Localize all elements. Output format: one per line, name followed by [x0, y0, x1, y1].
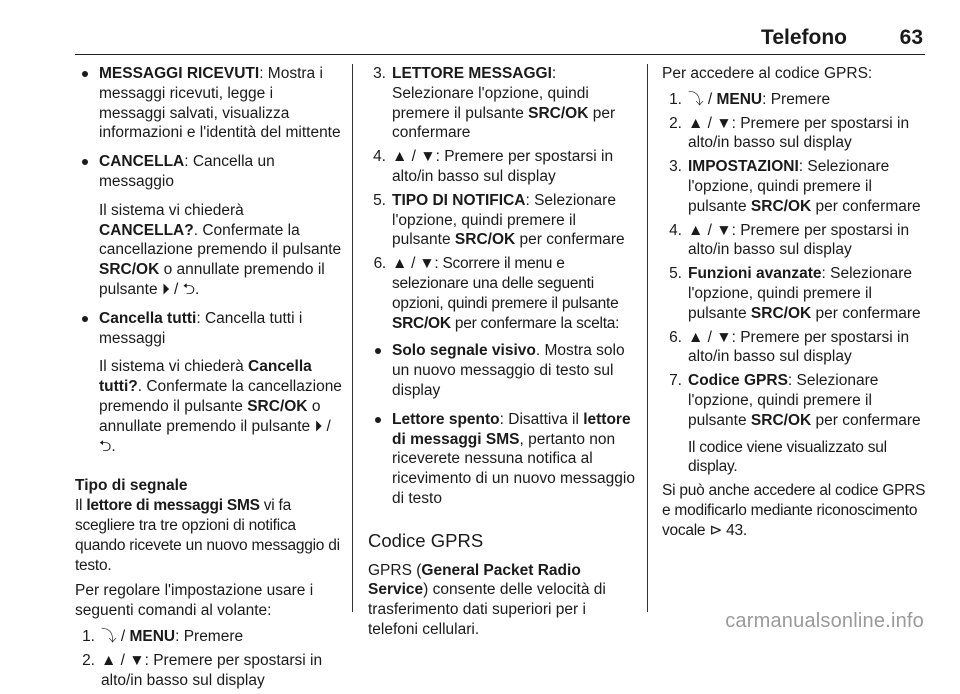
up-down-arrow-icon: ▲ / ▼	[101, 651, 145, 669]
page-header	[75, 22, 925, 55]
up-down-arrow-icon: ▲ / ▼	[688, 221, 732, 239]
step-item: 6. ▲ / ▼: Premere per spostarsi in alto/in basso sul display	[669, 328, 910, 366]
page-reference-icon: ⊳	[709, 521, 723, 539]
step-item: 6. ▲ / ▼: Scorrere il menu e selezionare una delle seguenti opzioni, quindi premere il pulsante SRC/OK per confermare la scelta:	[373, 255, 620, 332]
option-term: MESSAGGI RICEVUTI	[99, 65, 260, 82]
paragraph: Per regolare l'impostazione usare i seguenti comandi al volante:	[75, 582, 314, 620]
option-text: . Mostra solo un nuovo messaggio di testo sul display	[392, 342, 625, 399]
button-reference: SRC/OK	[99, 261, 160, 279]
option-term: Solo segnale visivo	[392, 342, 536, 360]
button-reference: SRC/OK	[750, 197, 812, 215]
step-item: 1. ⤵ / MENU: Premere	[669, 90, 831, 108]
option-text: : Cancella tutti i messaggi	[99, 309, 303, 347]
step-item: 5. TIPO DI NOTIFICA: Selezionare l'opzione, quindi premere il pulsante SRC/OK per confermare	[373, 191, 625, 249]
button-reference: SRC/OK	[750, 304, 812, 322]
list-item	[75, 152, 343, 300]
button-reference: SRC/OK	[528, 104, 589, 122]
watermark: carmanualsonline.info	[725, 610, 924, 632]
column-1	[75, 64, 343, 694]
button-reference: SRC/OK	[454, 231, 516, 249]
paragraph: Per accedere al codice GPRS:	[662, 65, 873, 82]
section-title: Telefono	[761, 26, 847, 49]
option-term: Cancella tutti	[99, 309, 197, 327]
step-item: 1. ⤵ / MENU: Premere	[82, 627, 244, 645]
next-back-icon: ⏵ / ⮌	[99, 417, 331, 455]
step-item: 3. IMPOSTAZIONI: Selezionare l'opzione, quindi premere il pulsante SRC/OK per confermare	[669, 158, 921, 215]
option-text: : Cancella un messaggio	[99, 153, 275, 190]
button-reference: SRC/OK	[247, 397, 308, 415]
paragraph: GPRS (General Packet Radio Service) consente delle velocità di trasferimento dati superiori per i telefoni cellulari.	[368, 561, 606, 638]
step-item: 2. ▲ / ▼: Premere per spostarsi in alto/in basso sul display	[669, 114, 910, 152]
step-detail: Il codice viene visualizzato sul display.	[688, 438, 887, 476]
up-down-arrow-icon: ▲ / ▼	[688, 114, 732, 132]
paragraph: Il lettore di messaggi SMS vi fa scegliere tra tre opzioni di notifica quando ricevete un nuovo messaggio di testo.	[75, 497, 340, 574]
step-item: 3. LETTORE MESSAGGI: Selezionare l'opzione, quindi premere il pulsante SRC/OK per confermare	[373, 65, 616, 142]
step-item: 7. Codice GPRS: Selezionare l'opzione, quindi premere il pulsante SRC/OK per confermare Il codice viene visualizzato sul display.	[662, 371, 927, 477]
paragraph: Si può anche accedere al codice GPRS e modificarlo mediante riconoscimento vocale ⊳ 43.	[662, 482, 926, 539]
column-2	[368, 64, 638, 646]
subheading: Tipo di segnale	[75, 477, 188, 495]
option-term: CANCELLA	[99, 153, 185, 171]
list-item	[368, 341, 638, 400]
button-reference: SRC/OK	[392, 314, 451, 332]
option-term: Lettore spento	[392, 410, 500, 428]
section-heading: Codice GPRS	[368, 529, 484, 551]
up-down-arrow-icon: ▲ / ▼	[688, 328, 732, 346]
column-3	[662, 64, 927, 547]
step-item: 4. ▲ / ▼: Premere per spostarsi in alto/in basso sul display	[669, 221, 910, 259]
next-back-icon: ⏵ / ⮌	[161, 280, 196, 298]
option-detail: Il sistema vi chiederà CANCELLA?. Confermate la cancellazione premendo il pulsante SRC/OK o annullate premendo il pulsante ⏵ / ⮌.	[99, 201, 342, 298]
list-item: Lettore spento: Disattiva il lettore di messaggi SMS, pertanto non riceverete nessuna notifica al ricevimento di un nuovo messaggio di testo	[368, 410, 638, 509]
step-item: 4. ▲ / ▼: Premere per spostarsi in alto/in basso sul display	[373, 148, 614, 185]
phone-icon: ⤵	[101, 627, 117, 645]
phone-icon: ⤵	[688, 90, 704, 108]
step-item: 5. Funzioni avanzate: Selezionare l'opzione, quindi premere il pulsante SRC/OK per confermare	[669, 265, 921, 322]
page-number: 63	[899, 26, 923, 49]
step-item: 2. ▲ / ▼: Premere per spostarsi in alto/in basso sul display	[82, 651, 323, 689]
list-item	[75, 309, 343, 457]
up-down-arrow-icon: ▲ / ▼	[392, 255, 435, 273]
option-detail: Il sistema vi chiederà Cancella tutti?. Confermate la cancellazione premendo il pulsante SRC/OK o annullate premendo il pulsante ⏵ / ⮌.	[99, 358, 342, 455]
up-down-arrow-icon: ▲ / ▼	[392, 148, 436, 166]
column-divider	[647, 64, 648, 612]
column-divider	[352, 64, 353, 612]
list-item	[75, 64, 343, 143]
option-text: : Mostra i messaggi ricevuti, legge i messaggi salvati, visualizza informazioni e l'identità del mittente	[99, 65, 341, 142]
button-reference: SRC/OK	[750, 411, 812, 429]
